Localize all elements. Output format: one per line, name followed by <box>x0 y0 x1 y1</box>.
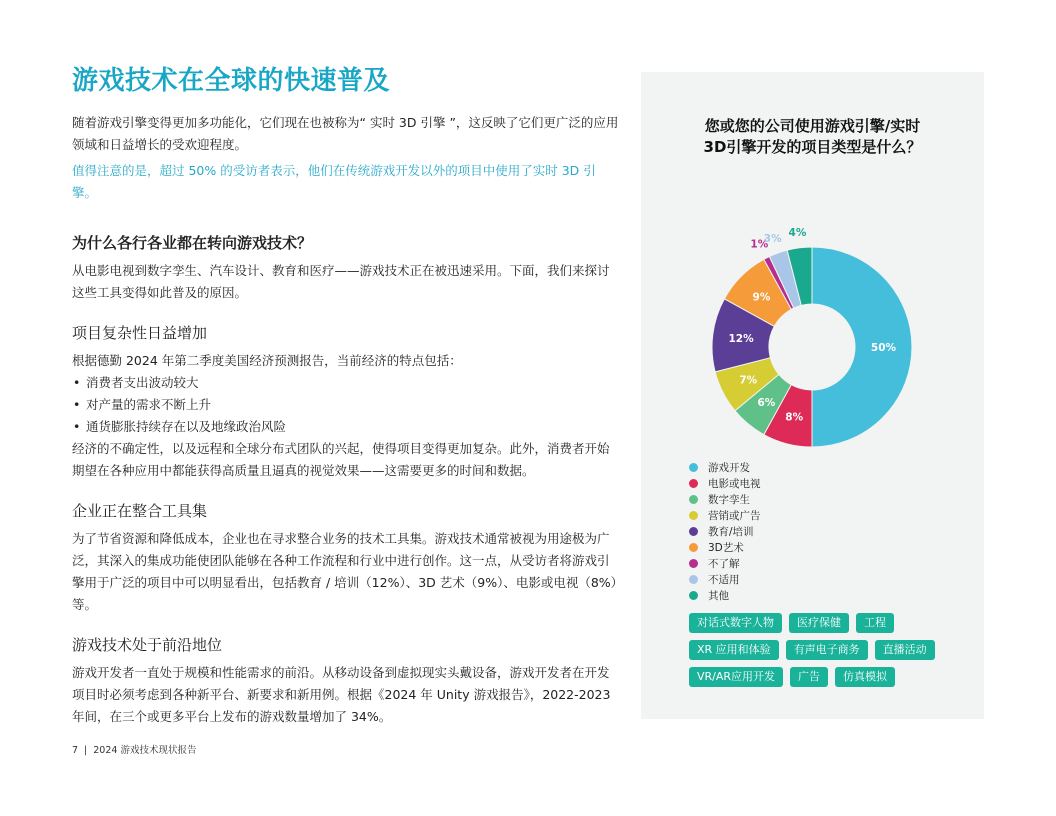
tag-row <box>689 613 979 633</box>
tag-row <box>689 667 979 687</box>
section-heading-complexity: 项目复杂性日益增加 <box>72 324 208 342</box>
legend-swatch <box>689 479 698 488</box>
tag: 仿真模拟 <box>835 667 895 687</box>
legend-swatch <box>689 511 698 520</box>
chart-title <box>641 116 984 158</box>
section-heading-toolset: 企业正在整合工具集 <box>72 502 208 520</box>
tag: VR/AR应用开发 <box>689 667 783 687</box>
slice-label: 1% <box>750 238 769 251</box>
slice-label: 6% <box>757 397 776 410</box>
tag: 有声电子商务 <box>786 640 868 660</box>
section-text-toolset: 为了节省资源和降低成本，企业也在寻求整合业务的技术工具集。游戏技术通常被视为用途极为广泛，其深入的集成功能使团队能够在各种工作流程和行业中进行创作。这一点，从受访者将游戏引擎用于广泛的项目中可以明显看出，包括教育 / 培训（12%）、3D 艺术（9%）、电影或电视（8%）等。 <box>72 531 617 612</box>
list-item: • 对产量的需求不断上升 <box>72 394 620 416</box>
legend-item <box>689 459 761 475</box>
tag: 广告 <box>790 667 828 687</box>
legend-item <box>689 475 761 491</box>
list-item: • 通货膨胀持续存在以及地缘政治风险 <box>72 416 620 438</box>
legend-label: 其他 <box>708 589 729 602</box>
tag-row <box>689 640 979 660</box>
donut-slice <box>812 247 912 447</box>
donut-chart <box>641 212 984 452</box>
legend-item <box>689 539 761 555</box>
legend-item <box>689 507 761 523</box>
slice-label: 4% <box>788 226 807 239</box>
section-text-complexity: 根据德勤 2024 年第二季度美国经济预测报告，当前经济的特点包括： <box>72 353 462 368</box>
slice-label: 7% <box>739 374 758 387</box>
slice-label: 50% <box>870 342 897 354</box>
legend-item <box>689 555 761 571</box>
legend-item <box>689 523 761 539</box>
legend-swatch <box>689 575 698 584</box>
tag: 医疗保健 <box>789 613 849 633</box>
page-title: 游戏技术在全球的快速普及 <box>72 66 391 96</box>
legend-swatch <box>689 495 698 504</box>
page-number: 7 <box>72 745 79 756</box>
section-text-why: 从电影电视到数字孪生、汽车设计、教育和医疗——游戏技术正在被迅速采用。下面，我们来探讨这些工具变得如此普及的原因。 <box>72 263 610 300</box>
legend-item <box>689 587 761 603</box>
list-item: • 消费者支出波动较大 <box>72 372 620 394</box>
legend-label: 3D艺术 <box>708 541 744 554</box>
legend-label: 不了解 <box>708 557 740 570</box>
legend-label: 营销或广告 <box>708 509 761 522</box>
highlight-paragraph: 值得注意的是，超过 50% 的受访者表示，他们在传统游戏开发以外的项目中使用了实时 3D 引擎。 <box>72 163 596 200</box>
slice-label: 9% <box>752 291 771 304</box>
chart-title-line-1: 您或您的公司使用游戏引擎/实时 <box>704 117 921 135</box>
bullet-list <box>72 372 620 438</box>
legend-swatch <box>689 543 698 552</box>
legend-label: 电影或电视 <box>708 477 761 490</box>
section-heading-why: 为什么各行各业都在转向游戏技术？ <box>72 234 313 252</box>
footer-separator: | <box>84 745 88 756</box>
tag: 对话式数字人物 <box>689 613 782 633</box>
legend-swatch <box>689 463 698 472</box>
tag: 直播活动 <box>875 640 935 660</box>
tag-list <box>689 613 979 694</box>
slice-label: 8% <box>785 411 804 424</box>
section-heading-frontier: 游戏技术处于前沿地位 <box>72 636 223 654</box>
legend-label: 教育/培训 <box>708 525 754 538</box>
slice-label: 3% <box>763 232 782 245</box>
chart-legend <box>689 459 761 603</box>
legend-item <box>689 571 761 587</box>
legend-swatch <box>689 559 698 568</box>
legend-item <box>689 491 761 507</box>
chart-title-line-2: 3D引擎开发的项目类型是什么？ <box>703 138 922 156</box>
legend-label: 数字孪生 <box>708 493 750 506</box>
legend-label: 游戏开发 <box>708 461 750 474</box>
slice-label: 12% <box>728 333 754 346</box>
page-footer <box>72 742 196 756</box>
chart-panel <box>641 72 984 719</box>
tag: XR 应用和体验 <box>689 640 779 660</box>
legend-label: 不适用 <box>708 573 740 586</box>
intro-paragraph: 随着游戏引擎变得更加多功能化，它们现在也被称为“ 实时 3D 引擎 ”，这反映了它们更广泛的应用领域和日益增长的受欢迎程度。 <box>72 115 619 152</box>
section-text-frontier: 游戏开发者一直处于规模和性能需求的前沿。从移动设备到虚拟现实头戴设备，游戏开发者在开发项目时必须考虑到各种新平台、新要求和新用例。根据《2024 年 Unity 游戏报告》，2022-2023 年间，在三个或更多平台上发布的游戏数量增加了 34%。 <box>72 665 611 724</box>
report-name: 2024 游戏技术现状报告 <box>93 745 197 756</box>
legend-swatch <box>689 527 698 536</box>
section-text-complexity-2: 经济的不确定性，以及远程和全球分布式团队的兴起，使得项目变得更加复杂。此外，消费者开始期望在各种应用中都能获得高质量且逼真的视觉效果——这需要更多的时间和数据。 <box>72 441 610 478</box>
legend-swatch <box>689 591 698 600</box>
tag: 工程 <box>856 613 894 633</box>
main-content <box>72 62 620 728</box>
